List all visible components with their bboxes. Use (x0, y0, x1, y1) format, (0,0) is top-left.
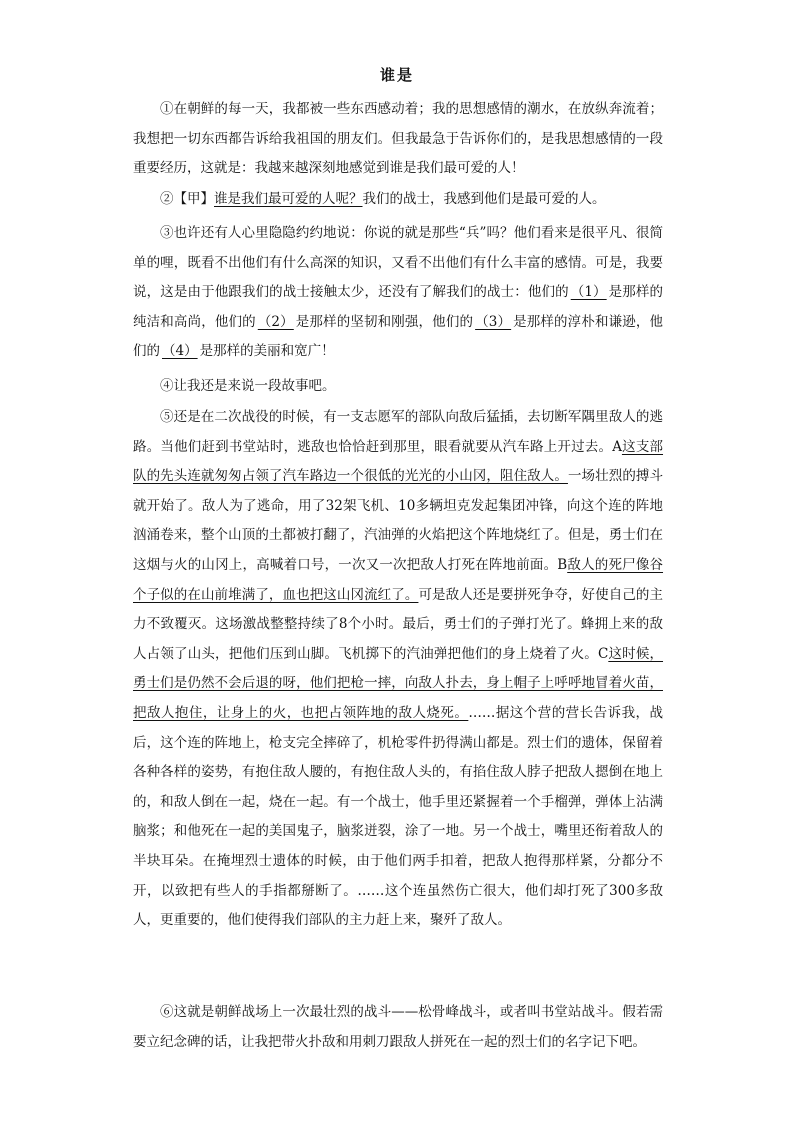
blank-1: （1） (570, 284, 607, 301)
paragraph-5-sentence-3: 可是敌人还是要拼死争夺，好使自己的主力不致覆灭。这场激战整整持续了8个小时。最后，勇士们的子弹打光了。蜂拥上来的敌人占领了山头，把他们压到山脚。飞机掷下的汽油弹把他们的身上烧着了火。 (133, 586, 664, 662)
paragraph-5-sentence-1: ⑤还是在二次战役的时候，有一支志愿军的部队向敌后猛插，去切断军隅里敌人的逃路。当他们赶到书堂站时，逃敌也恰恰赶到那里，眼看就要从汽车路上开过去。 (133, 409, 663, 455)
paragraph-1-text: ①在朝鲜的每一天，我都被一些东西感动着；我的思想感情的潮水，在放纵奔流着；我想把一切东西都告诉给我祖国的朋友们。但我最急于告诉你们的，是我思想感情的一段重要经历，这就是：我越来越深刻地感觉到谁是我们最可爱的人！ (133, 101, 663, 177)
paragraph-6-text: ⑥这就是朝鲜战场上一次最壮烈的战斗——松骨峰战斗，或者叫书堂站战斗。假若需要立纪念碑的话，让我把带火扑敌和用刺刀跟敌人拼死在一起的烈士们的名字记下吧。 (133, 1004, 663, 1050)
paragraph-5-sentence-2: 一场壮烈的搏斗就开始了。敌人为了逃命，用了32架飞机、10多辆坦克发起集团冲锋，向这个连的阵地汹涌卷来，整个山顶的土都被打翻了，汽油弹的火焰把这个阵地烧红了。但是，勇士们在这烟与火的山冈上，高喊着口号，一次又一次把敌人打死在阵地前面。 (133, 468, 664, 573)
label-c: C (597, 645, 609, 662)
paragraph-3 (133, 219, 663, 367)
blank-4: （4） (162, 343, 198, 360)
paragraph-4-text: ④让我还是来说一段故事吧。 (160, 378, 336, 394)
page-title: 谁是 (379, 66, 414, 84)
paragraph-3-part4: 是那样的淳朴和谦逊，他们的 (133, 313, 664, 360)
paragraph-6 (133, 998, 663, 1057)
paragraph-5-sentence-4: ……据这个营的营长告诉我，战后，这个连的阵地上，枪支完全摔碎了，机枪零件扔得满山都是。烈士们的遗体，保留着各种各样的姿势，有抱住敌人腰的，有抱住敌人头的，有掐住敌人脖子把敌人摁倒在地上的，和敌人倒在一起，烧在一起。有一个战士，他手里还紧握着一个手榴弹，弹体上沾满脑浆；和他死在一起的美国鬼子，脑浆迸裂，涂了一地。另一个战士，嘴里还衔着敌人的半块耳朵。在掩埋烈士遗体的时候，由于他们两手扣着，把敌人抱得那样紧，分都分不开，以致把有些人的手指都掰断了。……这个连虽然伤亡很大，他们却打死了300多敌人，更重要的，他们使得我们部队的主力赶上来，聚歼了敌人。 (133, 704, 664, 929)
paragraph-1 (133, 95, 663, 184)
paragraph-5 (133, 403, 663, 936)
paragraph-2-lead: ②【甲】 (160, 191, 214, 207)
paragraph-2-underlined-question: 谁是我们最可爱的人呢？ (214, 191, 363, 207)
label-b: B (557, 556, 568, 573)
blank-2: （2） (257, 313, 294, 330)
underlined-sentence-a: 这支部队的先头连就匆匆占领了汽车路边一个很低的光光的小山冈，阻住敌人。 (133, 438, 664, 485)
underlined-sentence-c: 这时候，勇士们是仍然不会后退的呀，他们把枪一摔，向敌人扑去，身上帽子上呼呼地冒着火苗，把敌人抱住，让身上的火，也把占领阵地的敌人烧死。 (133, 645, 664, 721)
paragraph-3-part5: 是那样的美丽和宽广！ (199, 343, 335, 360)
paragraph-2 (133, 185, 663, 215)
paragraph-3-part1: ③也许还有人心里隐隐约约地说：你说的就是那些“兵”吗？他们看来是很平凡、很简单的哩，既看不出他们有什么高深的知识，又看不出他们有什么丰富的感情。可是，我要说，这是由于他跟我们的战士接触太少，还没有了解我们的战士：他们的 (133, 225, 663, 301)
paragraph-2-tail: 我们的战士，我感到他们是最可爱的人。 (362, 191, 606, 207)
label-a: A (612, 438, 622, 455)
blank-3: （3） (475, 313, 512, 330)
paragraph-3-part2: 是那样的纯洁和高尚，他们的 (133, 284, 664, 330)
underlined-sentence-b: 敌人的死尸像谷个子似的在山前堆满了，血也把这山冈流红了。 (133, 556, 664, 603)
paragraph-3-part3: 是那样的坚韧和刚强，他们的 (295, 313, 474, 330)
paragraph-4 (133, 372, 663, 402)
